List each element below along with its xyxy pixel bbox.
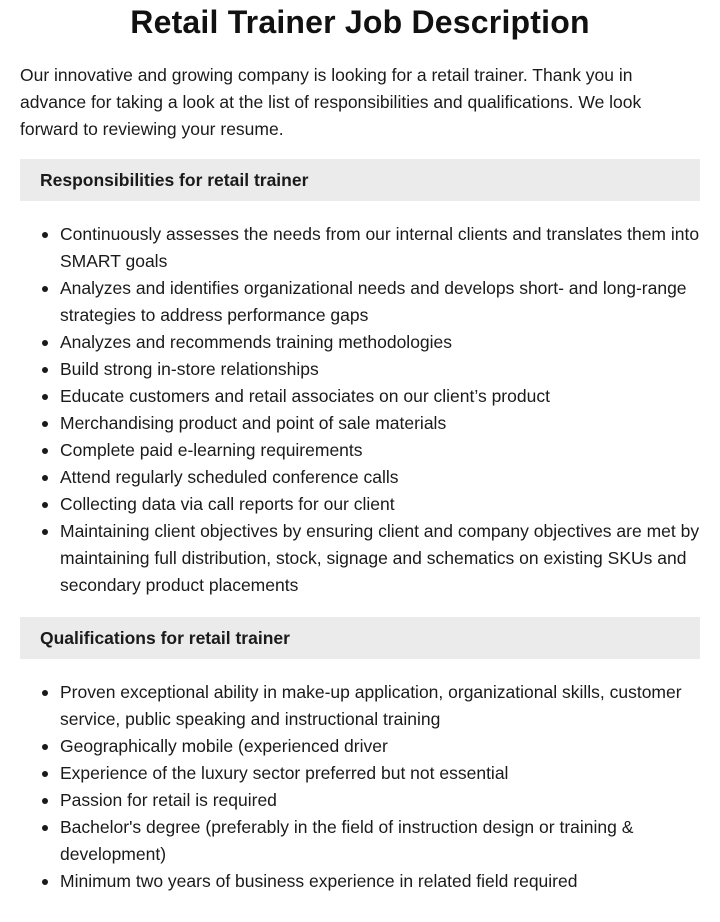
list-item: Complete paid e-learning requirements bbox=[60, 437, 700, 464]
list-item: Collecting data via call reports for our client bbox=[60, 491, 700, 518]
page-title: Retail Trainer Job Description bbox=[130, 4, 590, 40]
list-item: Educate customers and retail associates on our client’s product bbox=[60, 383, 700, 410]
list-item: Merchandising product and point of sale materials bbox=[60, 410, 700, 437]
list-item: Maintaining client objectives by ensuring client and company objectives are met by maintaining full distribution, stock, signage and schematics on existing SKUs and secondary product placements bbox=[60, 518, 700, 599]
list-item: Minimum two years of business experience in related field required bbox=[60, 868, 700, 895]
qualifications-heading: Qualifications for retail trainer bbox=[20, 617, 700, 659]
list-item: Analyzes and recommends training methodologies bbox=[60, 329, 700, 356]
list-item: Passion for retail is required bbox=[60, 787, 700, 814]
qualifications-list bbox=[20, 679, 700, 895]
list-item: Bachelor's degree (preferably in the field of instruction design or training & development) bbox=[60, 814, 700, 868]
list-item: Experience of the luxury sector preferred but not essential bbox=[60, 760, 700, 787]
intro-paragraph: Our innovative and growing company is looking for a retail trainer. Thank you in advance for taking a look at the list of responsibilities and qualifications. We look forward to reviewing your resume. bbox=[20, 65, 642, 139]
responsibilities-heading: Responsibilities for retail trainer bbox=[20, 159, 700, 201]
responsibilities-list bbox=[20, 221, 700, 599]
list-item: Geographically mobile (experienced driver bbox=[60, 733, 700, 760]
list-item: Analyzes and identifies organizational needs and develops short- and long-range strategies to address performance gaps bbox=[60, 275, 700, 329]
list-item: Build strong in-store relationships bbox=[60, 356, 700, 383]
list-item: Continuously assesses the needs from our internal clients and translates them into SMART goals bbox=[60, 221, 700, 275]
list-item: Proven exceptional ability in make-up application, organizational skills, customer service, public speaking and instructional training bbox=[60, 679, 700, 733]
list-item: Attend regularly scheduled conference calls bbox=[60, 464, 700, 491]
